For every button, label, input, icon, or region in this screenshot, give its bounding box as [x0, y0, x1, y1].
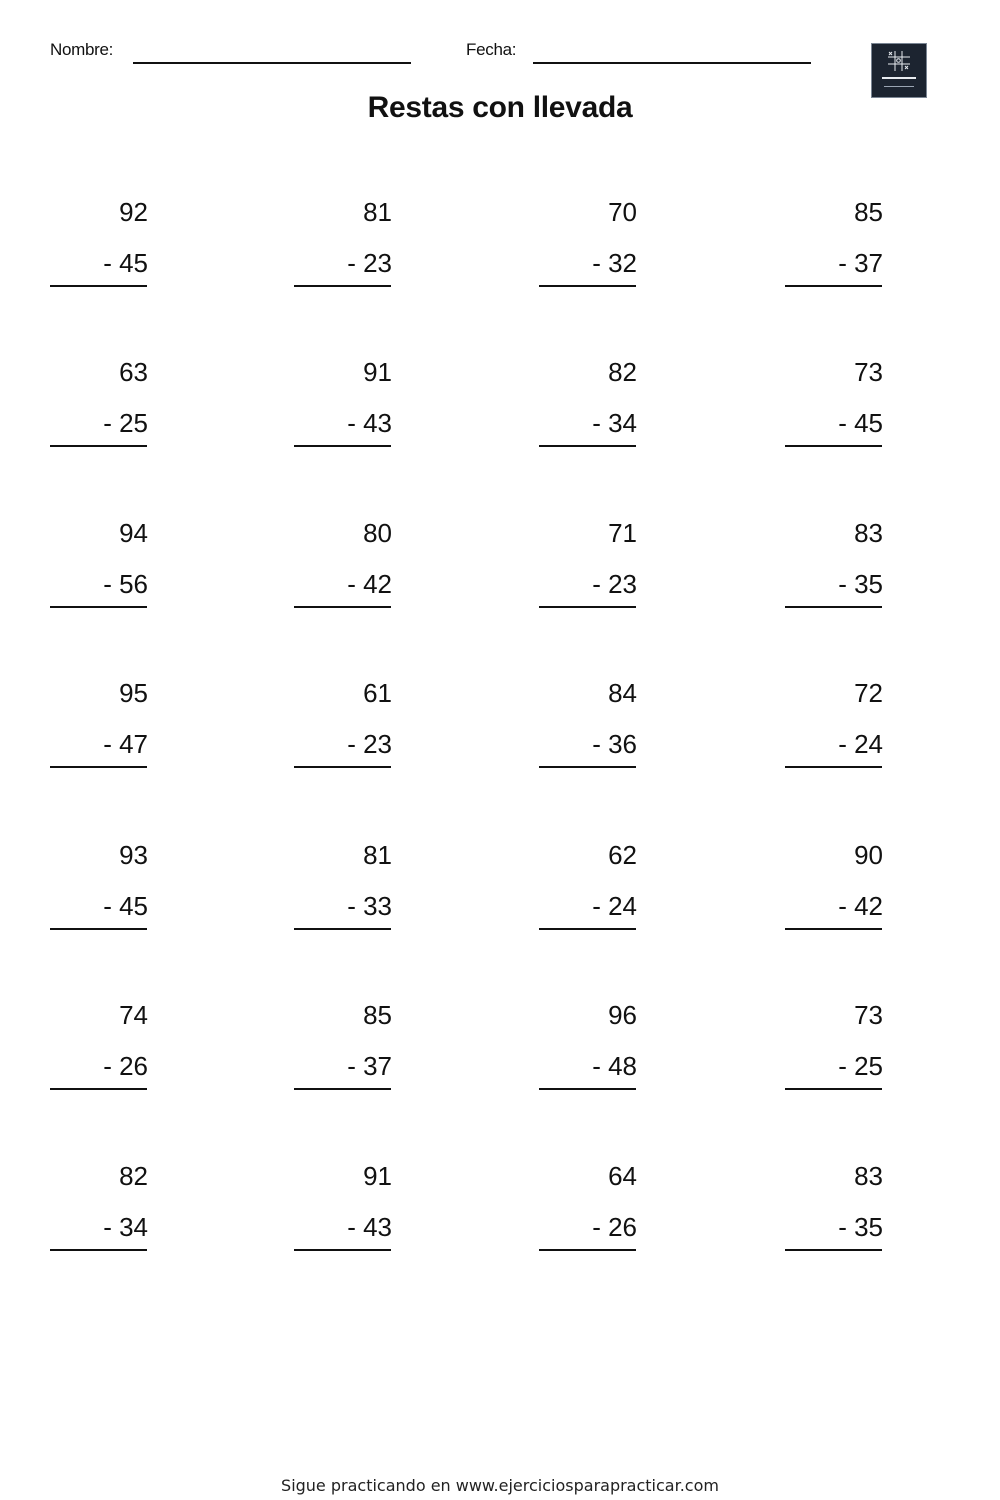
- answer-line[interactable]: [539, 285, 636, 287]
- answer-line[interactable]: [50, 928, 147, 930]
- minuend: 63: [119, 357, 148, 387]
- minuend: 92: [119, 197, 148, 227]
- subtrahend: - 33: [347, 891, 392, 921]
- answer-line[interactable]: [50, 285, 147, 287]
- answer-line[interactable]: [785, 1249, 882, 1251]
- answer-line[interactable]: [294, 445, 391, 447]
- subtrahend: - 25: [103, 408, 148, 438]
- answer-line[interactable]: [50, 766, 147, 768]
- subtrahend: - 25: [838, 1051, 883, 1081]
- answer-line[interactable]: [785, 445, 882, 447]
- subtrahend: - 35: [838, 1212, 883, 1242]
- minuend: 83: [854, 518, 883, 548]
- subtrahend: - 42: [838, 891, 883, 921]
- minuend: 73: [854, 1000, 883, 1030]
- subtrahend: - 26: [592, 1212, 637, 1242]
- minuend: 85: [854, 197, 883, 227]
- subtrahend: - 24: [838, 729, 883, 759]
- subtrahend: - 45: [103, 248, 148, 278]
- minuend: 74: [119, 1000, 148, 1030]
- minuend: 64: [608, 1161, 637, 1191]
- subtrahend: - 37: [838, 248, 883, 278]
- minuend: 95: [119, 678, 148, 708]
- answer-line[interactable]: [50, 606, 147, 608]
- minuend: 72: [854, 678, 883, 708]
- subtrahend: - 37: [347, 1051, 392, 1081]
- minuend: 81: [363, 840, 392, 870]
- answer-line[interactable]: [539, 928, 636, 930]
- answer-line[interactable]: [785, 766, 882, 768]
- subtrahend: - 45: [103, 891, 148, 921]
- minuend: 94: [119, 518, 148, 548]
- subtrahend: - 48: [592, 1051, 637, 1081]
- answer-line[interactable]: [539, 606, 636, 608]
- subtrahend: - 23: [592, 569, 637, 599]
- subtrahend: - 42: [347, 569, 392, 599]
- subtrahend: - 26: [103, 1051, 148, 1081]
- answer-line[interactable]: [294, 285, 391, 287]
- subtrahend: - 45: [838, 408, 883, 438]
- minuend: 81: [363, 197, 392, 227]
- subtrahend: - 32: [592, 248, 637, 278]
- name-label: Nombre:: [50, 40, 114, 59]
- subtrahend: - 56: [103, 569, 148, 599]
- answer-line[interactable]: [50, 1249, 147, 1251]
- minuend: 83: [854, 1161, 883, 1191]
- subtrahend: - 23: [347, 729, 392, 759]
- answer-line[interactable]: [294, 766, 391, 768]
- minuend: 91: [363, 1161, 392, 1191]
- minuend: 80: [363, 518, 392, 548]
- date-label: Fecha:: [466, 40, 517, 59]
- page-title: Restas con llevada: [367, 91, 633, 124]
- minuend: 84: [608, 678, 637, 708]
- subtrahend: - 36: [592, 729, 637, 759]
- minuend: 91: [363, 357, 392, 387]
- answer-line[interactable]: [539, 445, 636, 447]
- answer-line[interactable]: [294, 606, 391, 608]
- subtrahend: - 47: [103, 729, 148, 759]
- minuend: 62: [608, 840, 637, 870]
- answer-line[interactable]: [539, 1249, 636, 1251]
- answer-line[interactable]: [785, 606, 882, 608]
- answer-line[interactable]: [785, 928, 882, 930]
- subtrahend: - 24: [592, 891, 637, 921]
- minuend: 82: [119, 1161, 148, 1191]
- minuend: 71: [608, 518, 637, 548]
- minuend: 85: [363, 1000, 392, 1030]
- answer-line[interactable]: [50, 445, 147, 447]
- answer-line[interactable]: [50, 1088, 147, 1090]
- answer-line[interactable]: [294, 1249, 391, 1251]
- answer-line[interactable]: [539, 1088, 636, 1090]
- subtrahend: - 34: [592, 408, 637, 438]
- answer-line[interactable]: [785, 1088, 882, 1090]
- minuend: 61: [363, 678, 392, 708]
- answer-line[interactable]: [294, 1088, 391, 1090]
- answer-line[interactable]: [785, 285, 882, 287]
- minuend: 90: [854, 840, 883, 870]
- minuend: 73: [854, 357, 883, 387]
- answer-line[interactable]: [294, 928, 391, 930]
- subtrahend: - 35: [838, 569, 883, 599]
- subtrahend: - 34: [103, 1212, 148, 1242]
- subtrahend: - 43: [347, 1212, 392, 1242]
- minuend: 70: [608, 197, 637, 227]
- minuend: 82: [608, 357, 637, 387]
- minuend: 96: [608, 1000, 637, 1030]
- minuend: 93: [119, 840, 148, 870]
- answer-line[interactable]: [539, 766, 636, 768]
- subtrahend: - 23: [347, 248, 392, 278]
- footer-text: Sigue practicando en www.ejerciciosparapracticar.com: [281, 1476, 719, 1495]
- subtrahend: - 43: [347, 408, 392, 438]
